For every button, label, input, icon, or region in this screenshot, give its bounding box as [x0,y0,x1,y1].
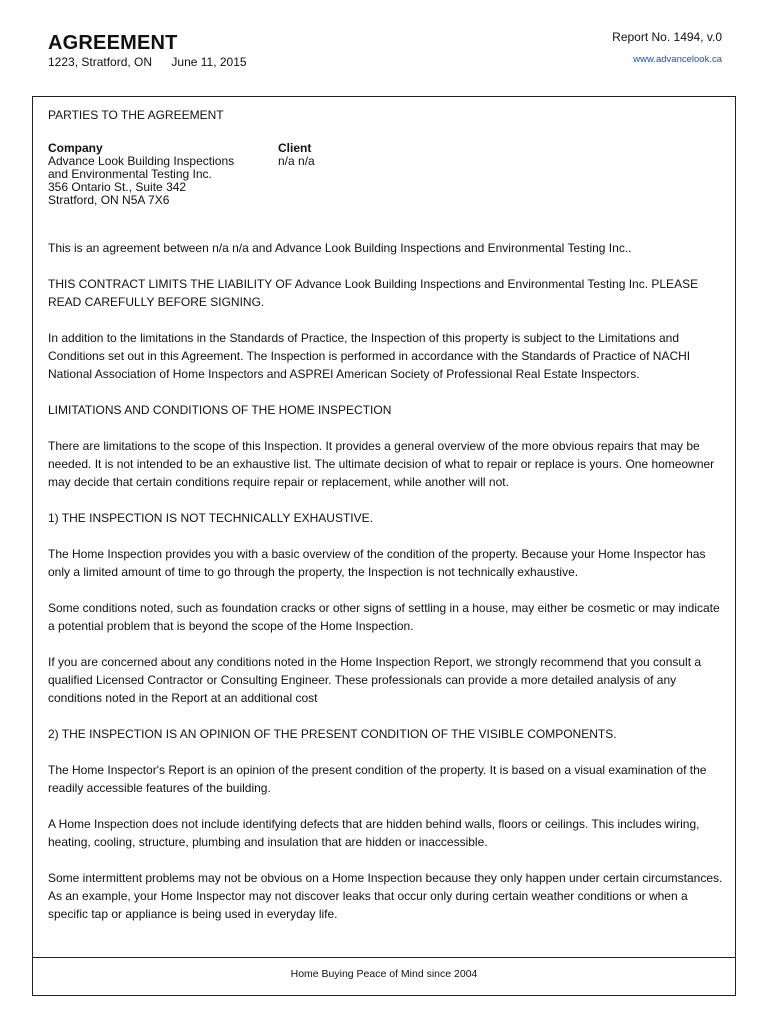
section-heading: 1) THE INSPECTION IS NOT TECHNICALLY EXHAUSTIVE. [48,511,373,525]
paragraph: There are limitations to the scope of this Inspection. It provides a general overview of the more obvious repairs that may be needed. It is not intended to be an exhaustive list. The ultimate decision of what to repair or replace is yours. One homeowner may decide that certain conditions require repair or replacement, while another will not. [48,439,715,489]
company-label: Company [48,141,103,155]
page-title: AGREEMENT [48,32,178,54]
paragraph: The Home Inspector's Report is an opinion of the present condition of the property. It is based on a visual examination of the readily accessible features of the building. [48,763,707,795]
paragraph: A Home Inspection does not include identifying defects that are hidden behind walls, floors or ceilings. This includes wiring, heating, cooling, structure, plumbing and insulation that are hidden or inaccessible. [48,817,700,849]
client-block [278,142,478,207]
paragraph: The Home Inspection provides you with a basic overview of the condition of the property. Because your Home Inspector has only a limited amount of time to go through the property, the Inspection is not technically exhaustive. [48,547,706,579]
header-subtitle [48,55,247,69]
paragraph: This is an agreement between n/a n/a and Advance Look Building Inspections and Environmental Testing Inc.. [48,241,632,255]
parties-heading: PARTIES TO THE AGREEMENT [48,108,224,122]
paragraph: Some intermittent problems may not be obvious on a Home Inspection because they only happen under certain circumstances. As an example, your Home Inspector may not discover leaks that occur only during certain weather conditions or when a specific tap or appliance is being used in everyday life. [48,871,723,921]
company-line: 356 Ontario St., Suite 342 [48,180,187,194]
paragraph: In addition to the limitations in the Standards of Practice, the Inspection of this property is subject to the Limitations and Conditions set out in this Agreement. The Inspection is performed in accordance with the Standards of Practice of NACHI National Association of Home Inspectors and ASPREI American Society of Professional Real Estate Inspectors. [48,331,691,381]
date-text: June 11, 2015 [171,55,247,69]
company-line: Advance Look Building Inspections [48,154,235,168]
website-link[interactable]: www.advancelook.ca [633,54,722,65]
report-number: Report No. 1494, v.0 [612,30,722,44]
footer-tagline: Home Buying Peace of Mind since 2004 [290,968,478,980]
client-label: Client [278,141,312,155]
agreement-content [48,106,724,941]
paragraph: Some conditions noted, such as foundation cracks or other signs of settling in a house, may either be cosmetic or may indicate a potential problem that is beyond the scope of the Home Inspection. [48,601,720,633]
paragraph: If you are concerned about any conditions noted in the Home Inspection Report, we strongly recommend that you consult a qualified Licensed Contractor or Consulting Engineer. These professionals can provide a more detailed analysis of any conditions noted in the Report at an additional cost [48,655,702,705]
company-line: and Environmental Testing Inc. [48,167,212,181]
section-heading: 2) THE INSPECTION IS AN OPINION OF THE PRESENT CONDITION OF THE VISIBLE COMPONENTS. [48,727,617,741]
footer-divider [33,957,735,958]
company-block [48,142,278,207]
client-line: n/a n/a [278,154,315,168]
company-line: Stratford, ON N5A 7X6 [48,193,170,207]
location-text: 1223, Stratford, ON [48,55,153,69]
parties-block [48,142,724,207]
paragraph: THIS CONTRACT LIMITS THE LIABILITY OF Advance Look Building Inspections and Environmental Testing Inc. PLEASE READ CAREFULLY BEFORE SIGNING. [48,277,699,309]
section-heading: LIMITATIONS AND CONDITIONS OF THE HOME INSPECTION [48,403,392,417]
